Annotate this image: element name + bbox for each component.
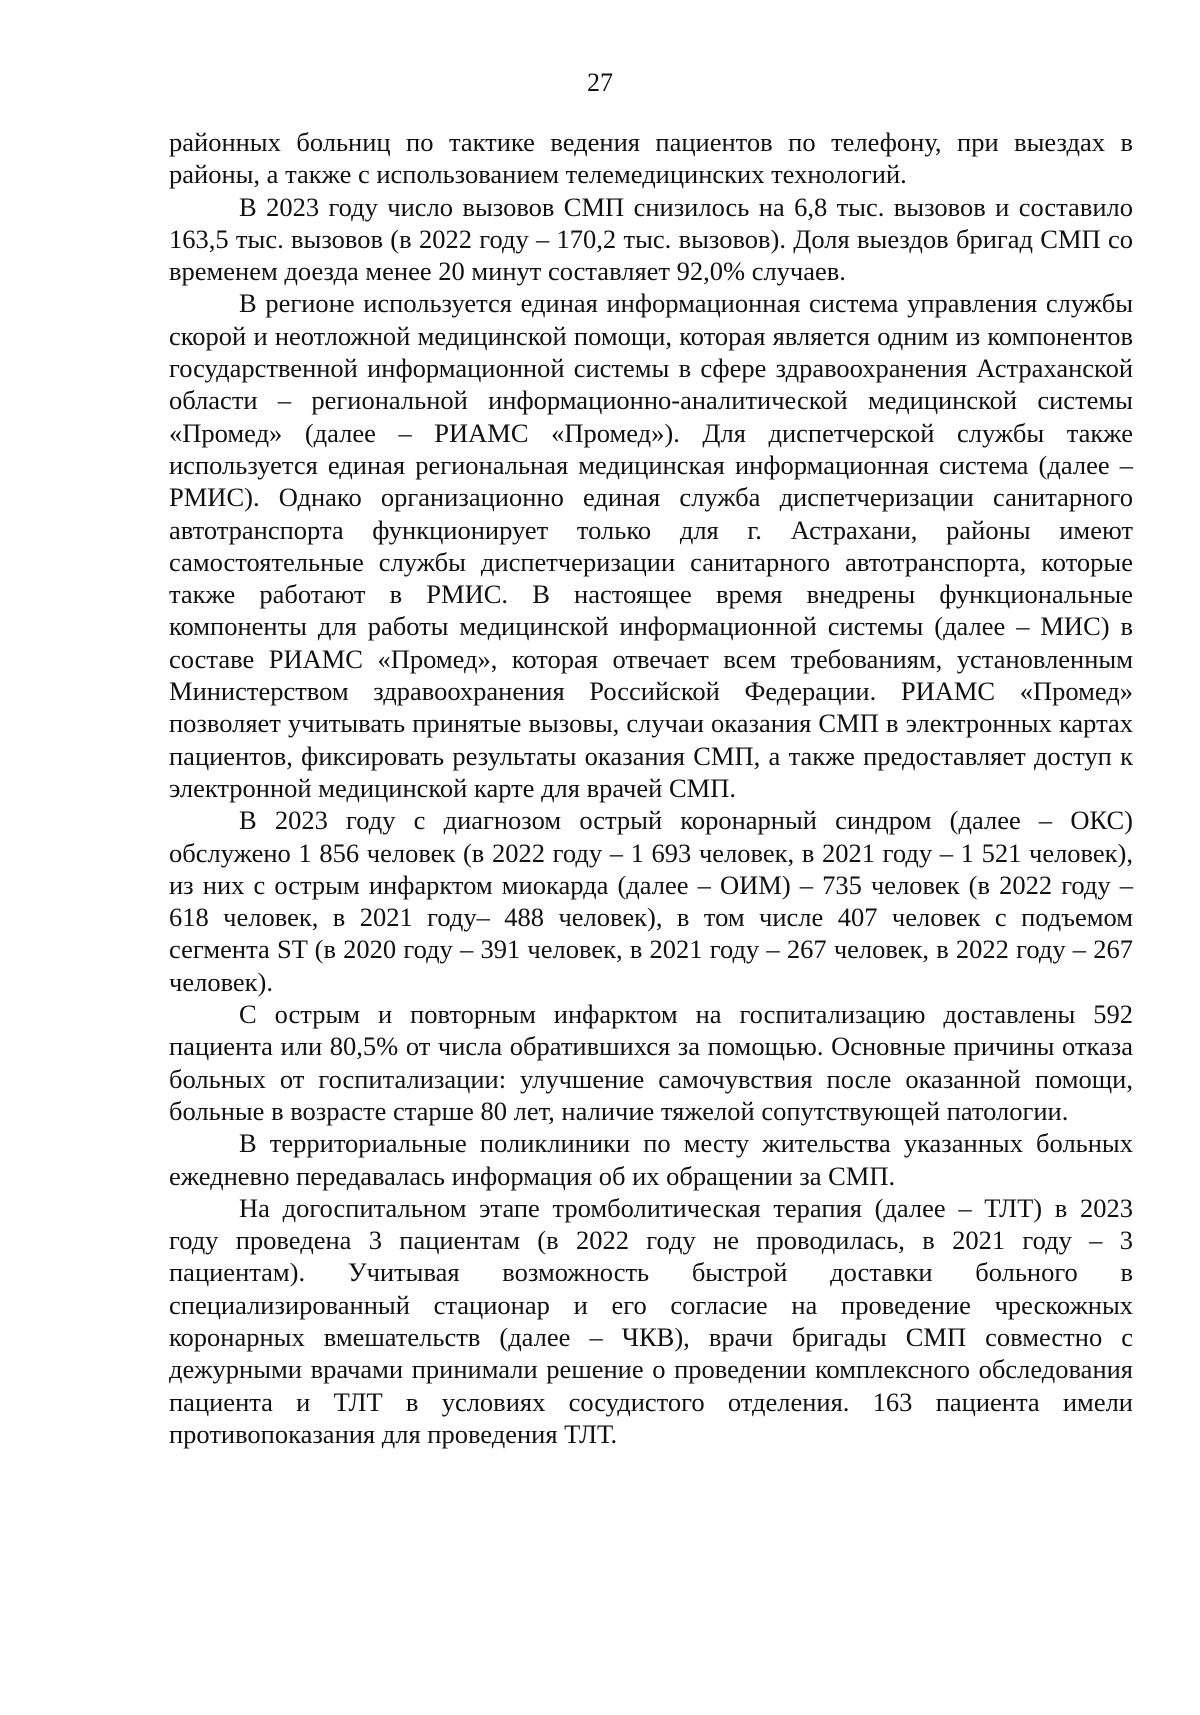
- paragraph-continuation: районных больниц по тактике ведения пациентов по телефону, при выездах в районы, а также с использованием телемедицинских технологий.: [169, 127, 1133, 190]
- paragraph-smp-calls: В 2023 году число вызовов СМП снизилось на 6,8 тыс. вызовов и составило 163,5 тыс. вызовов (в 2022 году – 170,2 тыс. вызовов). Доля выездов бригад СМП со временем доезда менее 20 минут составляет 92,0% случаев.: [169, 191, 1133, 287]
- paragraph-oks-statistics: В 2023 году с диагнозом острый коронарный синдром (далее – ОКС) обслужено 1 856 человек (в 2022 году – 1 693 человек, в 2021 году – 1 521 человек), из них с острым инфарктом миокарда (далее – ОИМ) – 735 человек (в 2022 году – 618 человек, в 2021 году– 488 человек), в том числе 407 человек с подъемом сегмента ST (в 2020 году – 391 человек, в 2021 году – 267 человек, в 2022 году – 267 человек).: [169, 805, 1133, 997]
- paragraph-information-system: В регионе используется единая информационная система управления службы скорой и неотложной медицинской помощи, которая является одним из компонентов государственной информационной системы в сфере здравоохранения Астраханской области – региональной информационно-аналитической медицинской системы «Промед» (далее – РИАМС «Промед»). Для диспетчерской службы также используется единая региональная медицинская информационная система (далее – РМИС). Однако организационно единая служба диспетчеризации санитарного автотранспорта функционирует только для г. Астрахани, районы имеют самостоятельные службы диспетчеризации санитарного автотранспорта, которые также работают в РМИС. В настоящее время внедрены функциональные компоненты для работы медицинской информационной системы (далее – МИС) в составе РИАМС «Промед», которая отвечает всем требованиям, установленным Министерством здравоохранения Российской Федерации. РИАМС «Промед» позволяет учитывать принятые вызовы, случаи оказания СМП в электронных картах пациентов, фиксировать результаты оказания СМП, а также предоставляет доступ к электронной медицинской карте для врачей СМП.: [169, 288, 1133, 803]
- paragraph-polyclinics: В территориальные поликлиники по месту жительства указанных больных ежедневно передавалась информация об их обращении за СМП.: [169, 1128, 1133, 1191]
- paragraph-thrombolytic-therapy: На догоспитальном этапе тромболитическая терапия (далее – ТЛТ) в 2023 году проведена 3 пациентам (в 2022 году не проводилась, в 2021 году – 3 пациентам). Учитывая возможность быстрой доставки больного в специализированный стационар и его согласие на проведение чрескожных коронарных вмешательств (далее – ЧКВ), врачи бригады СМП совместно с дежурными врачами принимали решение о проведении комплексного обследования пациента и ТЛТ в условиях сосудистого отделения. 163 пациента имели противопоказания для проведения ТЛТ.: [169, 1192, 1133, 1449]
- document-body: [169, 126, 1133, 1450]
- paragraph-hospitalization: С острым и повторным инфарктом на госпитализацию доставлены 592 пациента или 80,5% от числа обратившихся за помощью. Основные причины отказа больных от госпитализации: улучшение самочувствия после оказанной помощи, больные в возрасте старше 80 лет, наличие тяжелой сопутствующей патологии.: [169, 999, 1133, 1126]
- page-number: 27: [587, 68, 613, 97]
